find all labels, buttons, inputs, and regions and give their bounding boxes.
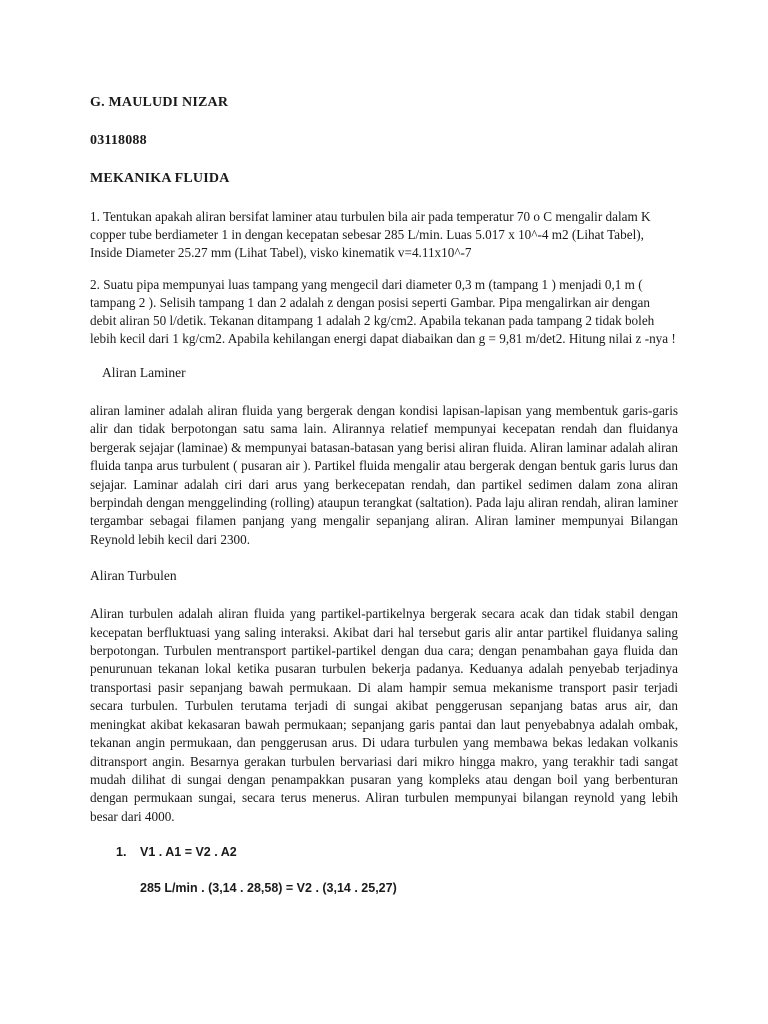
question-1: 1. Tentukan apakah aliran bersifat laminer atau turbulen bila air pada temperatur 70 o C mengalir dalam K copper tube berdiameter 1 in dengan kecepatan sebesar 285 L/min. Luas 5.017 x 10^-4 m2 (Lihat Tabel), Inside Diameter 25.27 mm (Lihat Tabel), visko kinematik v=4.11x10^-7	[90, 209, 651, 260]
question-2: 2. Suatu pipa mempunyai luas tampang yang mengecil dari diameter 0,3 m (tampang 1 ) menjadi 0,1 m ( tampang 2 ). Selisih tampang 1 dan 2 adalah z dengan posisi seperti Gambar. Pipa mengalirkan air dengan debit aliran 50 l/detik. Tekanan ditampang 1 adalah 2 kg/cm2. Apabila tekanan pada tampang 2 tidak boleh lebih kecil dari 1 kg/cm2. Apabila kehilangan energi dapat diabaikan dan g = 9,81 m/det2. Hitung nilai z -nya !	[90, 277, 676, 346]
paragraph-laminer: aliran laminer adalah aliran fluida yang bergerak dengan kondisi lapisan-lapisan yang membentuk garis-garis alir dan tidak berpotongan satu sama lain. Alirannya relatief mempunyai kecepatan rendah dan fluidanya bergerak sejajar (laminae) & mempunyai batasan-batasan yang berisi aliran fluida. Aliran laminar adalah aliran fluida tanpa arus turbulent ( pusaran air ). Partikel fluida mengalir atau bergerak dengan bentuk garis lurus dan sejajar. Laminar adalah ciri dari arus yang berkecepatan rendah, dan partikel sedimen dalam zona aliran berpindah dengan menggelinding (rolling) ataupun terangkat (saltation). Pada laju aliran rendah, aliran laminer tergambar sebagai filamen panjang yang mengalir sepanjang aliran. Aliran laminer mempunyai Bilangan Reynold lebih kecil dari 2300.	[90, 403, 678, 547]
solution-line-1	[90, 844, 678, 860]
section-title-laminer: Aliran Laminer	[102, 365, 186, 380]
author-name: G. MAULUDI NIZAR	[90, 95, 229, 110]
continuity-equation: V1 . A1 = V2 . A2	[140, 845, 237, 860]
paragraph-turbulen: Aliran turbulen adalah aliran fluida yang partikel-partikelnya bergerak secara acak dan tidak stabil dengan kecepatan berfluktuasi yang saling interaksi. Akibat dari hal tersebut garis alir antar partikel fluidanya saling berpotongan. Turbulen mentransport partikel-partikel dengan dua cara; dengan penambahan gaya fluida dan penurunuan tekanan lokal ketika pusaran turbulen bekerja padanya. Keduanya adalah penyebab terjadinya transportasi pasir sepanjang bawah permukaan. Di alam hampir semua mekanisme transport pasir terjadi secara turbulen. Turbulen terutama terjadi di sungai akibat penggerusan sepanjang batas arus air, dan meningkat akibat kekasaran bawah permukaan; sepanjang garis pantai dan laut penyebabnya adalah ombak, tekanan angin permukaan, dan penggerusan arus. Di udara turbulen yang membawa bekas ledakan volkanis ditransport angin. Besarnya gerakan turbulen bervariasi dari mikro hingga makro, yang terakhir tadi sangat mudah dilihat di sungai dengan penampakkan pusaran yang kompleks atau dengan boil yang berbenturan dengan permukaan sungai, secara terus menerus. Aliran turbulen mempunyai bilangan reynold yang lebih besar dari 4000.	[90, 606, 678, 824]
course-title: MEKANIKA FLUIDA	[90, 171, 230, 186]
section-title-turbulen: Aliran Turbulen	[90, 568, 177, 584]
solution-block	[90, 844, 678, 896]
document-page	[90, 94, 678, 896]
solution-number: 1.	[116, 845, 127, 860]
substitution-equation: 285 L/min . (3,14 . 28,58) = V2 . (3,14 . 25,27)	[140, 881, 397, 896]
student-id: 03118088	[90, 133, 147, 148]
